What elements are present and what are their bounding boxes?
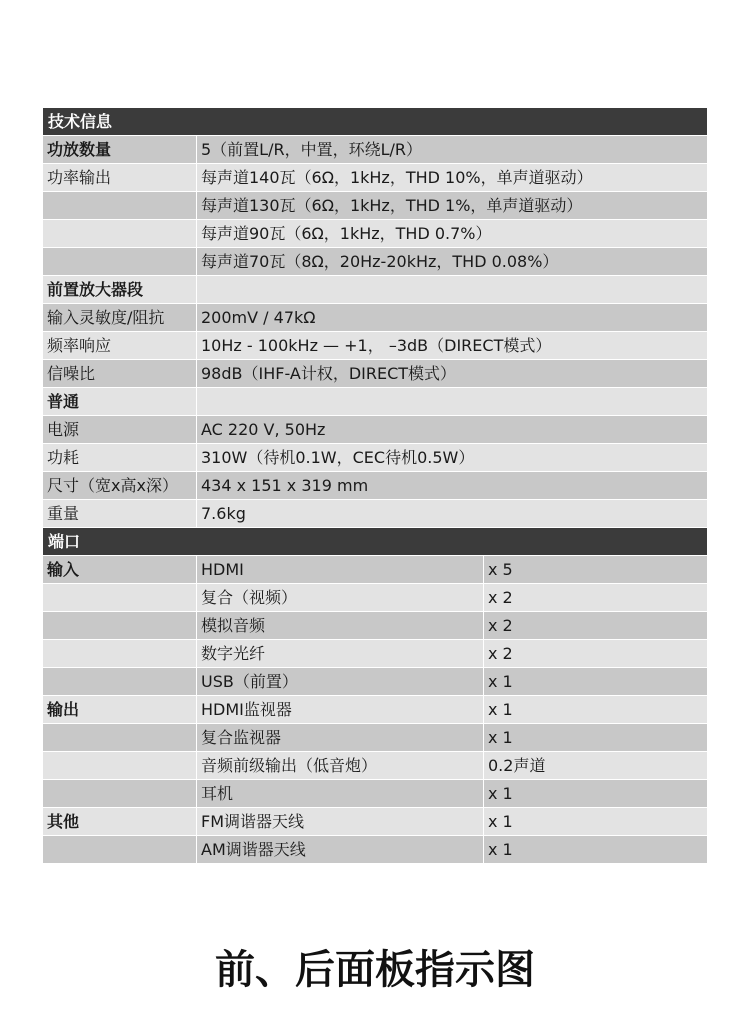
port-group-label bbox=[43, 584, 197, 611]
port-name: USB（前置） bbox=[197, 668, 484, 695]
spec-row bbox=[43, 332, 707, 360]
port-name: HDMI监视器 bbox=[197, 696, 484, 723]
spec-value: 98dB（IHF-A计权，DIRECT模式） bbox=[201, 364, 457, 383]
port-name: 复合（视频） bbox=[197, 584, 484, 611]
spec-value: 每声道70瓦（8Ω，20Hz-20kHz，THD 0.08%） bbox=[201, 252, 559, 271]
port-name: HDMI bbox=[197, 556, 484, 583]
port-row bbox=[43, 752, 707, 780]
spec-row bbox=[43, 416, 707, 444]
spec-label bbox=[43, 192, 197, 219]
port-group-label bbox=[43, 836, 197, 863]
spec-label: 频率响应 bbox=[43, 332, 197, 359]
port-group-label bbox=[43, 612, 197, 639]
spec-value: 10Hz - 100kHz — +1， –3dB（DIRECT模式） bbox=[201, 336, 552, 355]
spec-label: 功率输出 bbox=[43, 164, 197, 191]
port-row bbox=[43, 836, 707, 864]
spec-row bbox=[43, 472, 707, 500]
port-count: x 5 bbox=[488, 560, 513, 579]
spec-row bbox=[43, 388, 707, 416]
port-name: FM调谐器天线 bbox=[197, 808, 484, 835]
port-row bbox=[43, 584, 707, 612]
section-header-ports: 端口 bbox=[43, 528, 707, 556]
spec-value: AC 220 V, 50Hz bbox=[201, 420, 326, 439]
port-row bbox=[43, 808, 707, 836]
port-count: x 2 bbox=[488, 644, 513, 663]
section-header-tech-info: 技术信息 bbox=[43, 108, 707, 136]
spec-row bbox=[43, 248, 707, 276]
spec-row bbox=[43, 304, 707, 332]
port-group-label bbox=[43, 780, 197, 807]
tech-info-rows bbox=[43, 136, 707, 528]
spec-label bbox=[43, 248, 197, 275]
port-name: 复合监视器 bbox=[197, 724, 484, 751]
port-row bbox=[43, 724, 707, 752]
spec-row bbox=[43, 360, 707, 388]
port-group-label bbox=[43, 640, 197, 667]
spec-label: 电源 bbox=[43, 416, 197, 443]
port-count: x 1 bbox=[488, 840, 513, 859]
spec-value bbox=[197, 276, 707, 303]
spec-table bbox=[43, 108, 707, 864]
port-row bbox=[43, 696, 707, 724]
port-name: 耳机 bbox=[197, 780, 484, 807]
spec-label: 重量 bbox=[43, 500, 197, 527]
spec-value: 7.6kg bbox=[201, 504, 246, 523]
port-row bbox=[43, 556, 707, 584]
port-group-label: 其他 bbox=[43, 808, 197, 835]
port-group-label: 输出 bbox=[43, 696, 197, 723]
spec-value: 5（前置L/R，中置，环绕L/R） bbox=[201, 140, 423, 159]
port-count: x 2 bbox=[488, 616, 513, 635]
spec-value: 每声道140瓦（6Ω，1kHz，THD 10%，单声道驱动） bbox=[201, 168, 593, 187]
spec-value: 310W（待机0.1W，CEC待机0.5W） bbox=[201, 448, 475, 467]
spec-value bbox=[197, 388, 707, 415]
spec-label: 功放数量 bbox=[43, 136, 197, 163]
port-group-label bbox=[43, 724, 197, 751]
spec-label: 前置放大器段 bbox=[43, 276, 197, 303]
port-name: 数字光纤 bbox=[197, 640, 484, 667]
spec-value: 434 x 151 x 319 mm bbox=[201, 476, 369, 495]
spec-row bbox=[43, 276, 707, 304]
port-count: x 2 bbox=[488, 588, 513, 607]
port-count: x 1 bbox=[488, 728, 513, 747]
spec-value: 200mV / 47kΩ bbox=[201, 308, 316, 327]
spec-row bbox=[43, 500, 707, 528]
spec-value: 每声道130瓦（6Ω，1kHz，THD 1%，单声道驱动） bbox=[201, 196, 583, 215]
spec-label: 尺寸（宽x高x深） bbox=[43, 472, 197, 499]
port-name: AM调谐器天线 bbox=[197, 836, 484, 863]
port-group-label bbox=[43, 668, 197, 695]
page-heading: 前、后面板指示图 bbox=[215, 947, 535, 993]
port-name: 音频前级输出（低音炮） bbox=[197, 752, 484, 779]
port-rows bbox=[43, 556, 707, 864]
spec-label: 普通 bbox=[43, 388, 197, 415]
spec-row bbox=[43, 444, 707, 472]
port-count: 0.2声道 bbox=[488, 756, 546, 775]
port-name: 模拟音频 bbox=[197, 612, 484, 639]
spec-label: 信噪比 bbox=[43, 360, 197, 387]
spec-row bbox=[43, 136, 707, 164]
spec-row bbox=[43, 164, 707, 192]
port-count: x 1 bbox=[488, 784, 513, 803]
spec-row bbox=[43, 192, 707, 220]
spec-label bbox=[43, 220, 197, 247]
spec-value: 每声道90瓦（6Ω，1kHz，THD 0.7%） bbox=[201, 224, 492, 243]
port-row bbox=[43, 780, 707, 808]
port-row bbox=[43, 612, 707, 640]
port-count: x 1 bbox=[488, 672, 513, 691]
port-count: x 1 bbox=[488, 812, 513, 831]
port-row bbox=[43, 640, 707, 668]
port-row bbox=[43, 668, 707, 696]
spec-label: 功耗 bbox=[43, 444, 197, 471]
spec-label: 输入灵敏度/阻抗 bbox=[43, 304, 197, 331]
port-group-label: 输入 bbox=[43, 556, 197, 583]
port-group-label bbox=[43, 752, 197, 779]
port-count: x 1 bbox=[488, 700, 513, 719]
spec-row bbox=[43, 220, 707, 248]
